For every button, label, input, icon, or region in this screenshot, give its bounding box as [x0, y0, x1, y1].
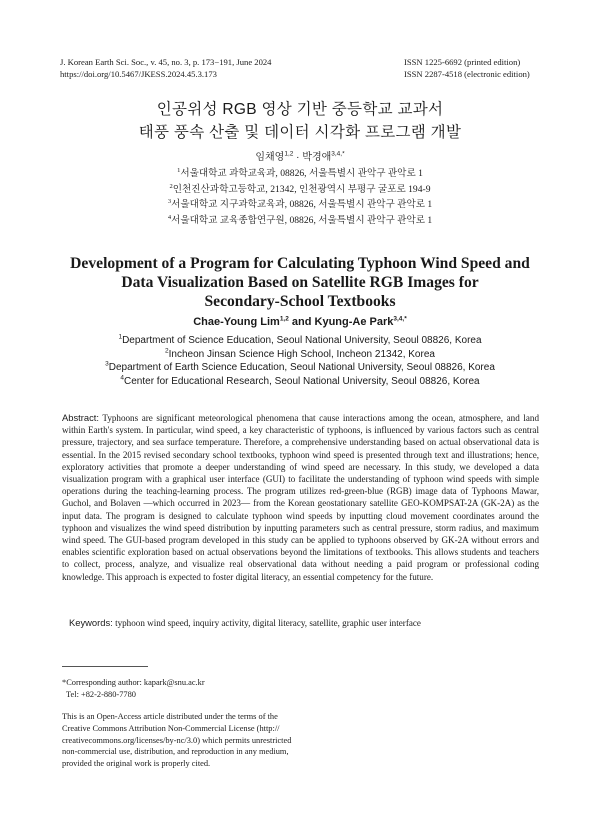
keywords-label: Keywords: — [69, 617, 113, 628]
english-affiliations — [0, 334, 600, 388]
korean-author-2: 박경애 — [302, 152, 332, 163]
affil-number: 1 — [177, 166, 181, 174]
author-conjunction: and — [288, 316, 315, 328]
english-title-line-3: Secondary-School Textbooks — [204, 293, 396, 310]
affil-number: 4 — [120, 374, 125, 382]
corresponding-tel: Tel: +82-2-880-7780 — [66, 689, 136, 699]
license-line: This is an Open-Access article distributed under the terms of the — [62, 712, 278, 721]
korean-affiliation — [0, 213, 600, 229]
license-line: creativecommons.org/licenses/by-nc/3.0) which permits unrestricted — [62, 735, 292, 745]
affil-text: Center for Educational Research, Seoul National University, Seoul 08826, Korea — [124, 375, 480, 387]
korean-affiliation — [0, 166, 600, 182]
korean-author-1: 임채영 — [255, 152, 285, 163]
korean-affiliations — [0, 166, 600, 228]
keywords — [69, 617, 539, 628]
affil-text: Department of Earth Science Education, Seoul National University, Seoul 08826, Korea — [108, 362, 495, 374]
english-author-1-affil: 1,2 — [279, 315, 289, 323]
korean-authors — [0, 148, 600, 163]
journal-header — [60, 56, 271, 80]
affil-text: 서울대학교 교육종합연구원, 08826, 서울특별시 관악구 관악로 1 — [171, 214, 433, 226]
affil-text: 서울대학교 지구과학교육과, 08826, 서울특별시 관악구 관악로 1 — [171, 199, 433, 210]
license-line: non-commercial use, distribution, and reproduction in any medium, — [62, 747, 289, 757]
footnote-divider — [62, 666, 148, 667]
affil-number: 2 — [169, 182, 173, 190]
affil-number: 2 — [165, 347, 169, 355]
affil-text: Incheon Jinsan Science High School, Incheon 21342, Korea — [168, 348, 435, 360]
corresponding-footnote — [62, 677, 205, 700]
english-affiliation — [0, 334, 600, 348]
affil-text: 인천진산과학고등학교, 21342, 인천광역시 부평구 굴포로 194-9 — [172, 183, 431, 195]
affil-number: 3 — [105, 360, 109, 368]
korean-title — [0, 98, 600, 144]
english-affiliation — [0, 375, 600, 389]
korean-author-1-affil: 1,2 — [284, 150, 294, 158]
english-title-line-1: Development of a Program for Calculating Typhoon Wind Speed and — [70, 255, 530, 272]
corresponding-author: *Corresponding author: kapark@snu.ac.kr — [62, 678, 205, 687]
korean-affiliation — [0, 182, 600, 198]
affil-number: 1 — [118, 333, 123, 341]
abstract — [62, 412, 539, 583]
author-separator: · — [293, 152, 303, 163]
affil-number: 4 — [167, 213, 172, 221]
license-line: provided the original work is properly cited. — [62, 759, 211, 769]
doi-link[interactable]: https://doi.org/10.5467/JKESS.2024.45.3.173 — [60, 69, 217, 79]
korean-title-line-2: 태풍 풍속 산출 및 데이터 시각화 프로그램 개발 — [138, 124, 462, 141]
issn-print: ISSN 1225-6692 (printed edition) — [404, 57, 521, 67]
keywords-text: typhoon wind speed, inquiry activity, digital literacy, satellite, graphic user interface — [115, 618, 421, 628]
korean-author-2-affil: 3,4,* — [331, 150, 345, 158]
english-author-2-affil: 3,4,* — [393, 315, 407, 323]
english-affiliation — [0, 361, 600, 375]
english-author-2: Kyung-Ae Park — [314, 316, 394, 328]
affil-text: 서울대학교 과학교육과, 08826, 서울특별시 관악구 관악로 1 — [180, 168, 423, 179]
korean-title-line-1: 인공위성 RGB 영상 기반 중등학교 교과서 — [156, 101, 444, 118]
license-line: Creative Commons Attribution Non-Commercial License (http:// — [62, 723, 280, 733]
english-authors — [0, 316, 600, 328]
english-affiliation — [0, 348, 600, 362]
english-title-line-2: Data Visualization Based on Satellite RGB Images for — [121, 274, 479, 291]
english-author-1: Chae-Young Lim — [193, 316, 280, 328]
abstract-label: Abstract: — [62, 412, 99, 423]
affil-number: 3 — [167, 197, 172, 205]
journal-citation: J. Korean Earth Sci. Soc., v. 45, no. 3, p. 173−191, June 2024 — [60, 57, 272, 67]
english-title — [0, 254, 600, 311]
korean-affiliation — [0, 197, 600, 213]
affil-text: Department of Science Education, Seoul National University, Seoul 08826, Korea — [122, 335, 482, 346]
license-notice — [62, 711, 312, 770]
abstract-text: Typhoons are significant meteorological phenomena that cause interactions among the ocean, atmosphere, and land within Earth's system. In particular, wind speed, a key characteristic of typhoons, is influenced by various factors such as central pressure, trajectory, and sea surface temperature. Therefore, a comprehensive understanding based on actual observational data is essential. In the 2015 revised secondary school textbooks, typhoon wind speed is presented through text and illustrations; hence, exploratory activities that promote a deeper understanding of wind speed are necessary. In this study, we developed a data visualization program with a graphical user interface (GUI) to facilitate the understanding of typhoon wind speeds with simple operations during the teaching-learning process. The program utilizes red-green-blue (RGB) image data of Typhoons Mawar, Guchol, and Bolaven —which occurred in 2023— from the Korean geostationary satellite GEO-KOMPSAT-2A (GK-2A) as the input data. The program is designed to calculate typhoon wind speeds by inputting cloud movement coordinates around the typhoon and visualizes the wind speed distribution by inputting parameters such as central pressure, storm radius, and maximum wind speed. The GUI-based program developed in this study can be applied to typhoons observed by GK-2A without errors and enables scientific exploration based on actual observations beyond the limitations of textbooks. This allows students and teachers to collect, process, analyze, and visualize real observational data without needing a paid program or professional coding knowledge. This approach is expected to foster digital literacy, an essential competency for the future. — [62, 413, 539, 582]
issn-electronic: ISSN 2287-4518 (electronic edition) — [404, 69, 530, 79]
issn-header — [404, 56, 530, 80]
